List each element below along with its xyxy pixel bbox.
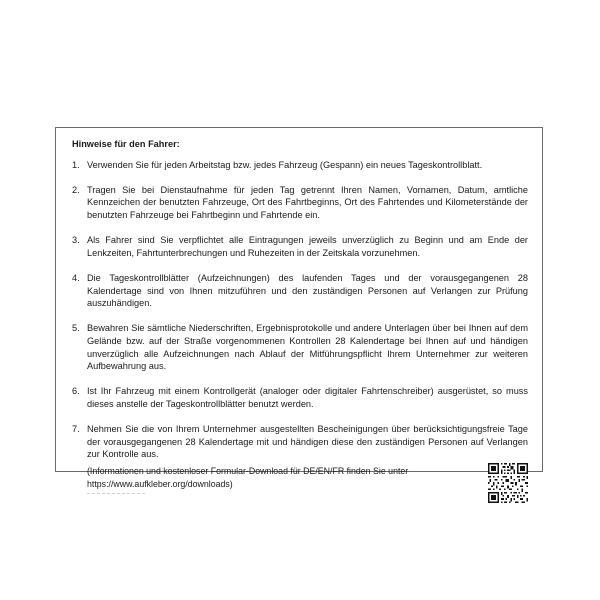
item-number: 3. bbox=[72, 235, 80, 246]
item-text: Ist Ihr Fahrzeug mit einem Kontrollgerät (analoger oder digitaler Fahrtenschreiber) ausgerüstet, so muss dieses anstelle der Tageskontrollblätter benutzt werden. bbox=[87, 386, 528, 409]
list-item bbox=[72, 385, 528, 410]
item-number: 1. bbox=[72, 159, 80, 170]
download-note-line: (Informationen und kostenloser Formular-Download für DE/EN/FR finden Sie unter bbox=[87, 466, 409, 477]
footer bbox=[72, 465, 528, 503]
instruction-content bbox=[72, 138, 528, 503]
item-number: 7. bbox=[72, 424, 80, 435]
item-text: Als Fahrer sind Sie verpflichtet alle Eintragungen jeweils unverzüglich zu Beginn und am Ende der Lenkzeiten, Fahrtunterbrechungen und Ruhezeiten in der Zeitskala vorzunehmen. bbox=[87, 235, 528, 258]
item-text: Bewahren Sie sämtliche Niederschriften, Ergebnisprotokolle und andere Unterlagen über bei Ihnen auf dem Gelände bzw. auf der Straße vorgenommenen Kontrollen 28 Kalendertage bei Ihnen auf und händigen unverzüglich alle Aufzeichnungen nach Ablauf der Mitführungspflicht Ihrem Unternehmer zur weiteren Aufbewahrung aus. bbox=[87, 323, 528, 372]
item-text: Tragen Sie bei Dienstaufnahme für jeden Tag getrennt Ihren Namen, Vornamen, Datum, amtliche Kennzeichen der benutzten Fahrzeuge, Ort des Fahrtbeginns, Ort des Fahrtendes und Kilometerstände der benutzten Fahrzeuge bei Fahrtbeginn und Fahrtende ein. bbox=[87, 184, 528, 220]
list-item bbox=[72, 159, 528, 172]
list-item bbox=[72, 322, 528, 372]
faint-divider bbox=[87, 493, 145, 495]
item-text: Verwenden Sie für jeden Arbeitstag bzw. jedes Fahrzeug (Gespann) ein neues Tageskontrollblatt. bbox=[87, 159, 483, 170]
item-number: 2. bbox=[72, 184, 80, 195]
list-item bbox=[72, 234, 528, 259]
list-item bbox=[72, 272, 528, 310]
item-text: Die Tageskontrollblätter (Aufzeichnungen) des laufenden Tages und der vorausgegangenen 28 Kalendertage sind von Ihnen mitzuführen und den zuständigen Personen auf Verlangen zur Prüfung auszuhändigen. bbox=[87, 272, 528, 309]
item-number: 5. bbox=[72, 323, 80, 334]
qr-code-icon[interactable] bbox=[488, 463, 528, 503]
list-item bbox=[72, 423, 528, 461]
item-number: 6. bbox=[72, 386, 80, 397]
heading: Hinweise für den Fahrer: bbox=[72, 139, 180, 149]
download-note bbox=[87, 465, 488, 494]
download-link[interactable]: https://www.aufkleber.org/downloads) bbox=[87, 478, 233, 489]
item-text: Nehmen Sie die von Ihrem Unternehmer ausgestellten Bescheinigungen über berücksichtigungsfreie Tage der vorausgegangenen 28 Kalendertage mit und händigen diese den zuständigen Personen auf Verlangen zur Kontrolle aus. bbox=[87, 424, 528, 460]
instruction-card bbox=[55, 127, 543, 489]
item-number: 4. bbox=[72, 272, 80, 283]
list-item bbox=[72, 184, 528, 222]
instruction-list bbox=[72, 159, 528, 461]
